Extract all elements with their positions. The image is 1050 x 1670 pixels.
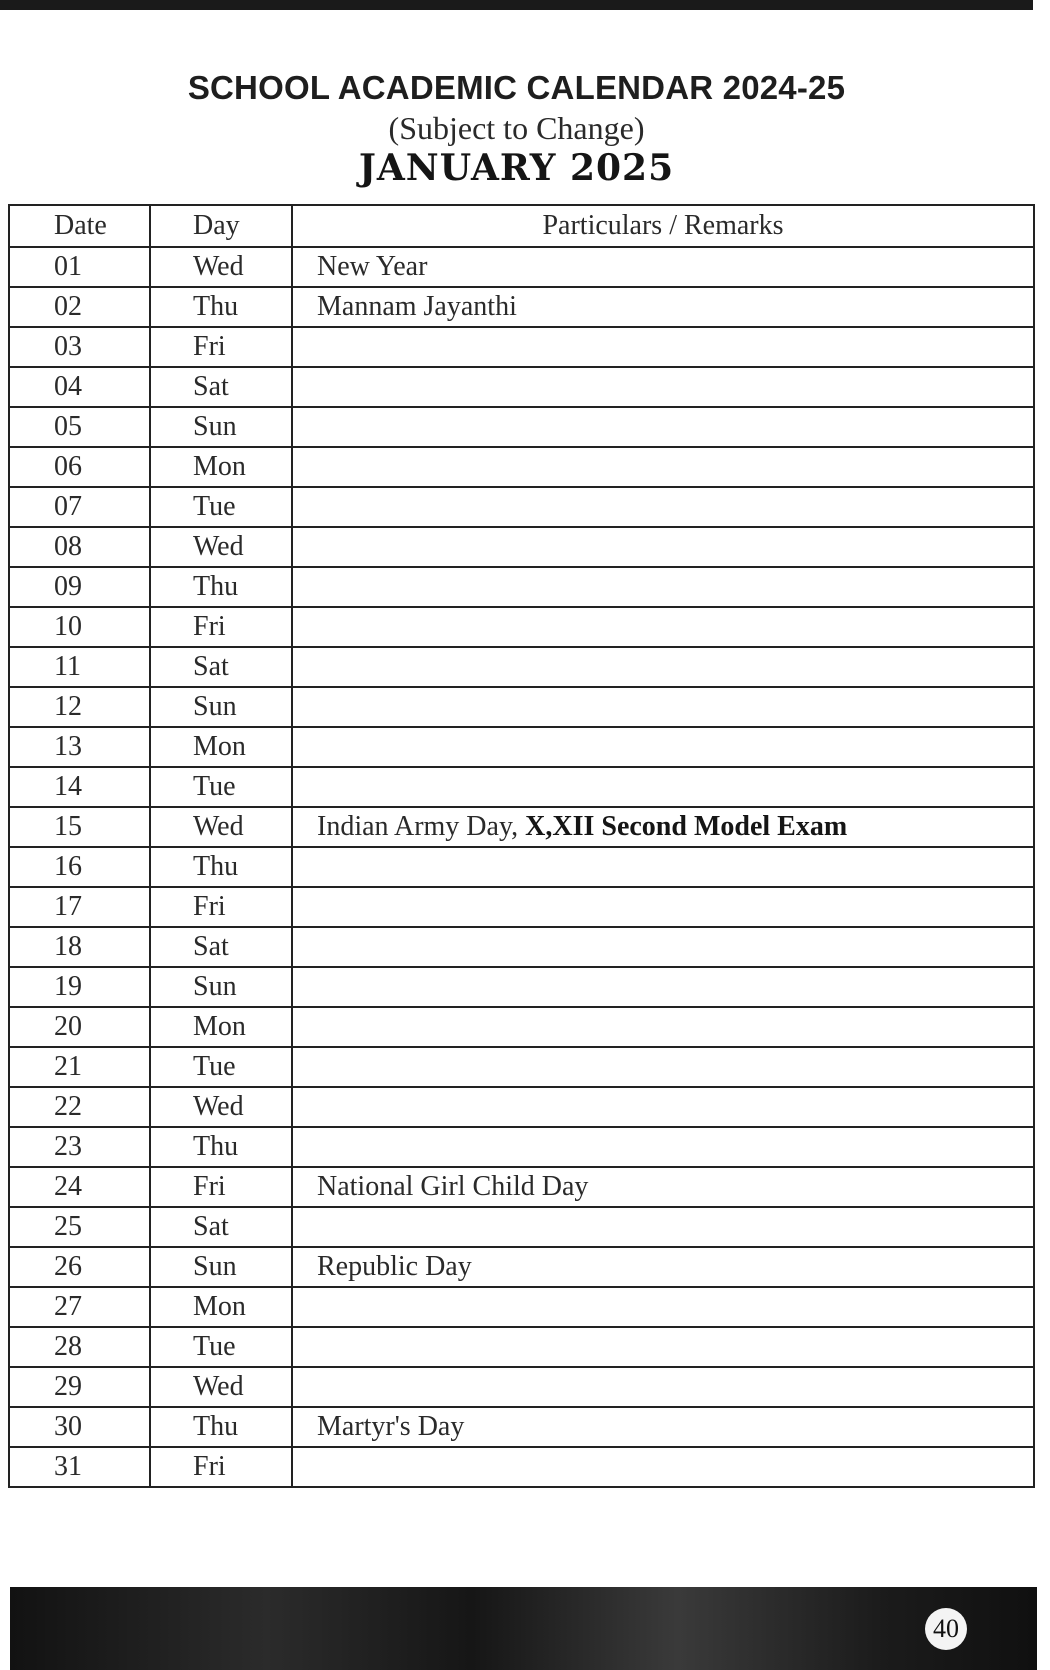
day-cell: Fri (150, 1447, 292, 1487)
remark-cell (292, 767, 1034, 807)
date-cell: 06 (9, 447, 150, 487)
table-row (9, 1287, 1034, 1327)
date-cell: 31 (9, 1447, 150, 1487)
remark-cell (292, 247, 1034, 287)
day-cell: Thu (150, 567, 292, 607)
remark-cell (292, 447, 1034, 487)
remark-emphasis-text: X,XII Second Model Exam (525, 811, 848, 842)
table-row (9, 807, 1034, 847)
remark-cell (292, 967, 1034, 1007)
date-cell: 01 (9, 247, 150, 287)
day-cell: Mon (150, 447, 292, 487)
date-cell: 24 (9, 1167, 150, 1207)
day-cell: Fri (150, 1167, 292, 1207)
day-cell: Thu (150, 1407, 292, 1447)
remark-cell (292, 527, 1034, 567)
column-header-day: Day (150, 205, 292, 247)
table-row (9, 527, 1034, 567)
table-row (9, 967, 1034, 1007)
remark-cell (292, 807, 1034, 847)
date-cell: 02 (9, 287, 150, 327)
remark-text: Indian Army Day, (317, 811, 526, 842)
remark-text: Republic Day (317, 1251, 472, 1282)
date-cell: 30 (9, 1407, 150, 1447)
remark-cell (292, 567, 1034, 607)
date-cell: 14 (9, 767, 150, 807)
date-cell: 19 (9, 967, 150, 1007)
date-cell: 13 (9, 727, 150, 767)
remark-cell (292, 1367, 1034, 1407)
day-cell: Sun (150, 1247, 292, 1287)
day-cell: Thu (150, 847, 292, 887)
date-cell: 26 (9, 1247, 150, 1287)
remark-cell (292, 647, 1034, 687)
table-row (9, 487, 1034, 527)
remark-cell (292, 1327, 1034, 1367)
calendar-table (8, 204, 1035, 1488)
table-row (9, 647, 1034, 687)
remark-cell (292, 1247, 1034, 1287)
day-cell: Sat (150, 647, 292, 687)
day-cell: Fri (150, 887, 292, 927)
month-heading: JANUARY 2025 (358, 147, 675, 189)
day-cell: Mon (150, 1287, 292, 1327)
remark-cell (292, 927, 1034, 967)
remark-text: Martyr's Day (317, 1411, 465, 1442)
table-header-row (9, 205, 1034, 247)
day-cell: Sun (150, 687, 292, 727)
day-cell: Wed (150, 247, 292, 287)
date-cell: 29 (9, 1367, 150, 1407)
table-row (9, 727, 1034, 767)
remark-cell (292, 1287, 1034, 1327)
date-cell: 11 (9, 647, 150, 687)
remark-cell (292, 487, 1034, 527)
table-row (9, 1247, 1034, 1287)
day-cell: Wed (150, 807, 292, 847)
page-number: 40 (925, 1608, 967, 1650)
day-cell: Tue (150, 487, 292, 527)
top-decorative-band (0, 0, 1033, 10)
calendar-body (9, 247, 1034, 1487)
day-cell: Sat (150, 367, 292, 407)
remark-cell (292, 1127, 1034, 1167)
table-row (9, 247, 1034, 287)
date-cell: 08 (9, 527, 150, 567)
day-cell: Thu (150, 1127, 292, 1167)
remark-text: Mannam Jayanthi (317, 291, 517, 322)
page-subtitle: (Subject to Change) (388, 110, 645, 146)
table-row (9, 1087, 1034, 1127)
remark-cell (292, 607, 1034, 647)
remark-cell (292, 887, 1034, 927)
date-cell: 23 (9, 1127, 150, 1167)
remark-cell (292, 1007, 1034, 1047)
day-cell: Sun (150, 407, 292, 447)
day-cell: Tue (150, 1327, 292, 1367)
date-cell: 18 (9, 927, 150, 967)
remark-text: New Year (317, 251, 428, 282)
table-row (9, 1407, 1034, 1447)
column-header-date: Date (9, 205, 150, 247)
date-cell: 04 (9, 367, 150, 407)
table-row (9, 447, 1034, 487)
date-cell: 03 (9, 327, 150, 367)
remark-cell (292, 1207, 1034, 1247)
table-row (9, 567, 1034, 607)
date-cell: 15 (9, 807, 150, 847)
date-cell: 22 (9, 1087, 150, 1127)
day-cell: Mon (150, 1007, 292, 1047)
table-row (9, 1327, 1034, 1367)
date-cell: 10 (9, 607, 150, 647)
date-cell: 25 (9, 1207, 150, 1247)
day-cell: Fri (150, 607, 292, 647)
column-header-remarks: Particulars / Remarks (292, 205, 1034, 247)
date-cell: 16 (9, 847, 150, 887)
date-cell: 20 (9, 1007, 150, 1047)
remark-cell (292, 1407, 1034, 1447)
remark-text: National Girl Child Day (317, 1171, 589, 1202)
table-row (9, 1007, 1034, 1047)
day-cell: Sat (150, 927, 292, 967)
date-cell: 09 (9, 567, 150, 607)
table-row (9, 1207, 1034, 1247)
day-cell: Wed (150, 1367, 292, 1407)
remark-cell (292, 847, 1034, 887)
table-row (9, 607, 1034, 647)
day-cell: Wed (150, 527, 292, 567)
table-row (9, 687, 1034, 727)
table-row (9, 407, 1034, 447)
date-cell: 28 (9, 1327, 150, 1367)
date-cell: 21 (9, 1047, 150, 1087)
table-row (9, 887, 1034, 927)
date-cell: 05 (9, 407, 150, 447)
table-row (9, 1447, 1034, 1487)
remark-cell (292, 1047, 1034, 1087)
day-cell: Sat (150, 1207, 292, 1247)
date-cell: 17 (9, 887, 150, 927)
day-cell: Sun (150, 967, 292, 1007)
remark-cell (292, 327, 1034, 367)
table-row (9, 927, 1034, 967)
day-cell: Tue (150, 767, 292, 807)
page-header (0, 68, 1033, 190)
page-title: SCHOOL ACADEMIC CALENDAR 2024-25 (187, 69, 846, 106)
remark-cell (292, 1167, 1034, 1207)
table-row (9, 367, 1034, 407)
day-cell: Tue (150, 1047, 292, 1087)
table-row (9, 1127, 1034, 1167)
remark-cell (292, 367, 1034, 407)
remark-cell (292, 1447, 1034, 1487)
table-row (9, 847, 1034, 887)
bottom-decorative-band (10, 1587, 1037, 1670)
date-cell: 27 (9, 1287, 150, 1327)
table-row (9, 287, 1034, 327)
table-row (9, 767, 1034, 807)
day-cell: Fri (150, 327, 292, 367)
table-row (9, 1047, 1034, 1087)
date-cell: 07 (9, 487, 150, 527)
table-row (9, 1167, 1034, 1207)
remark-cell (292, 727, 1034, 767)
date-cell: 12 (9, 687, 150, 727)
day-cell: Thu (150, 287, 292, 327)
table-row (9, 327, 1034, 367)
day-cell: Wed (150, 1087, 292, 1127)
remark-cell (292, 1087, 1034, 1127)
remark-cell (292, 407, 1034, 447)
day-cell: Mon (150, 727, 292, 767)
remark-cell (292, 287, 1034, 327)
table-row (9, 1367, 1034, 1407)
remark-cell (292, 687, 1034, 727)
